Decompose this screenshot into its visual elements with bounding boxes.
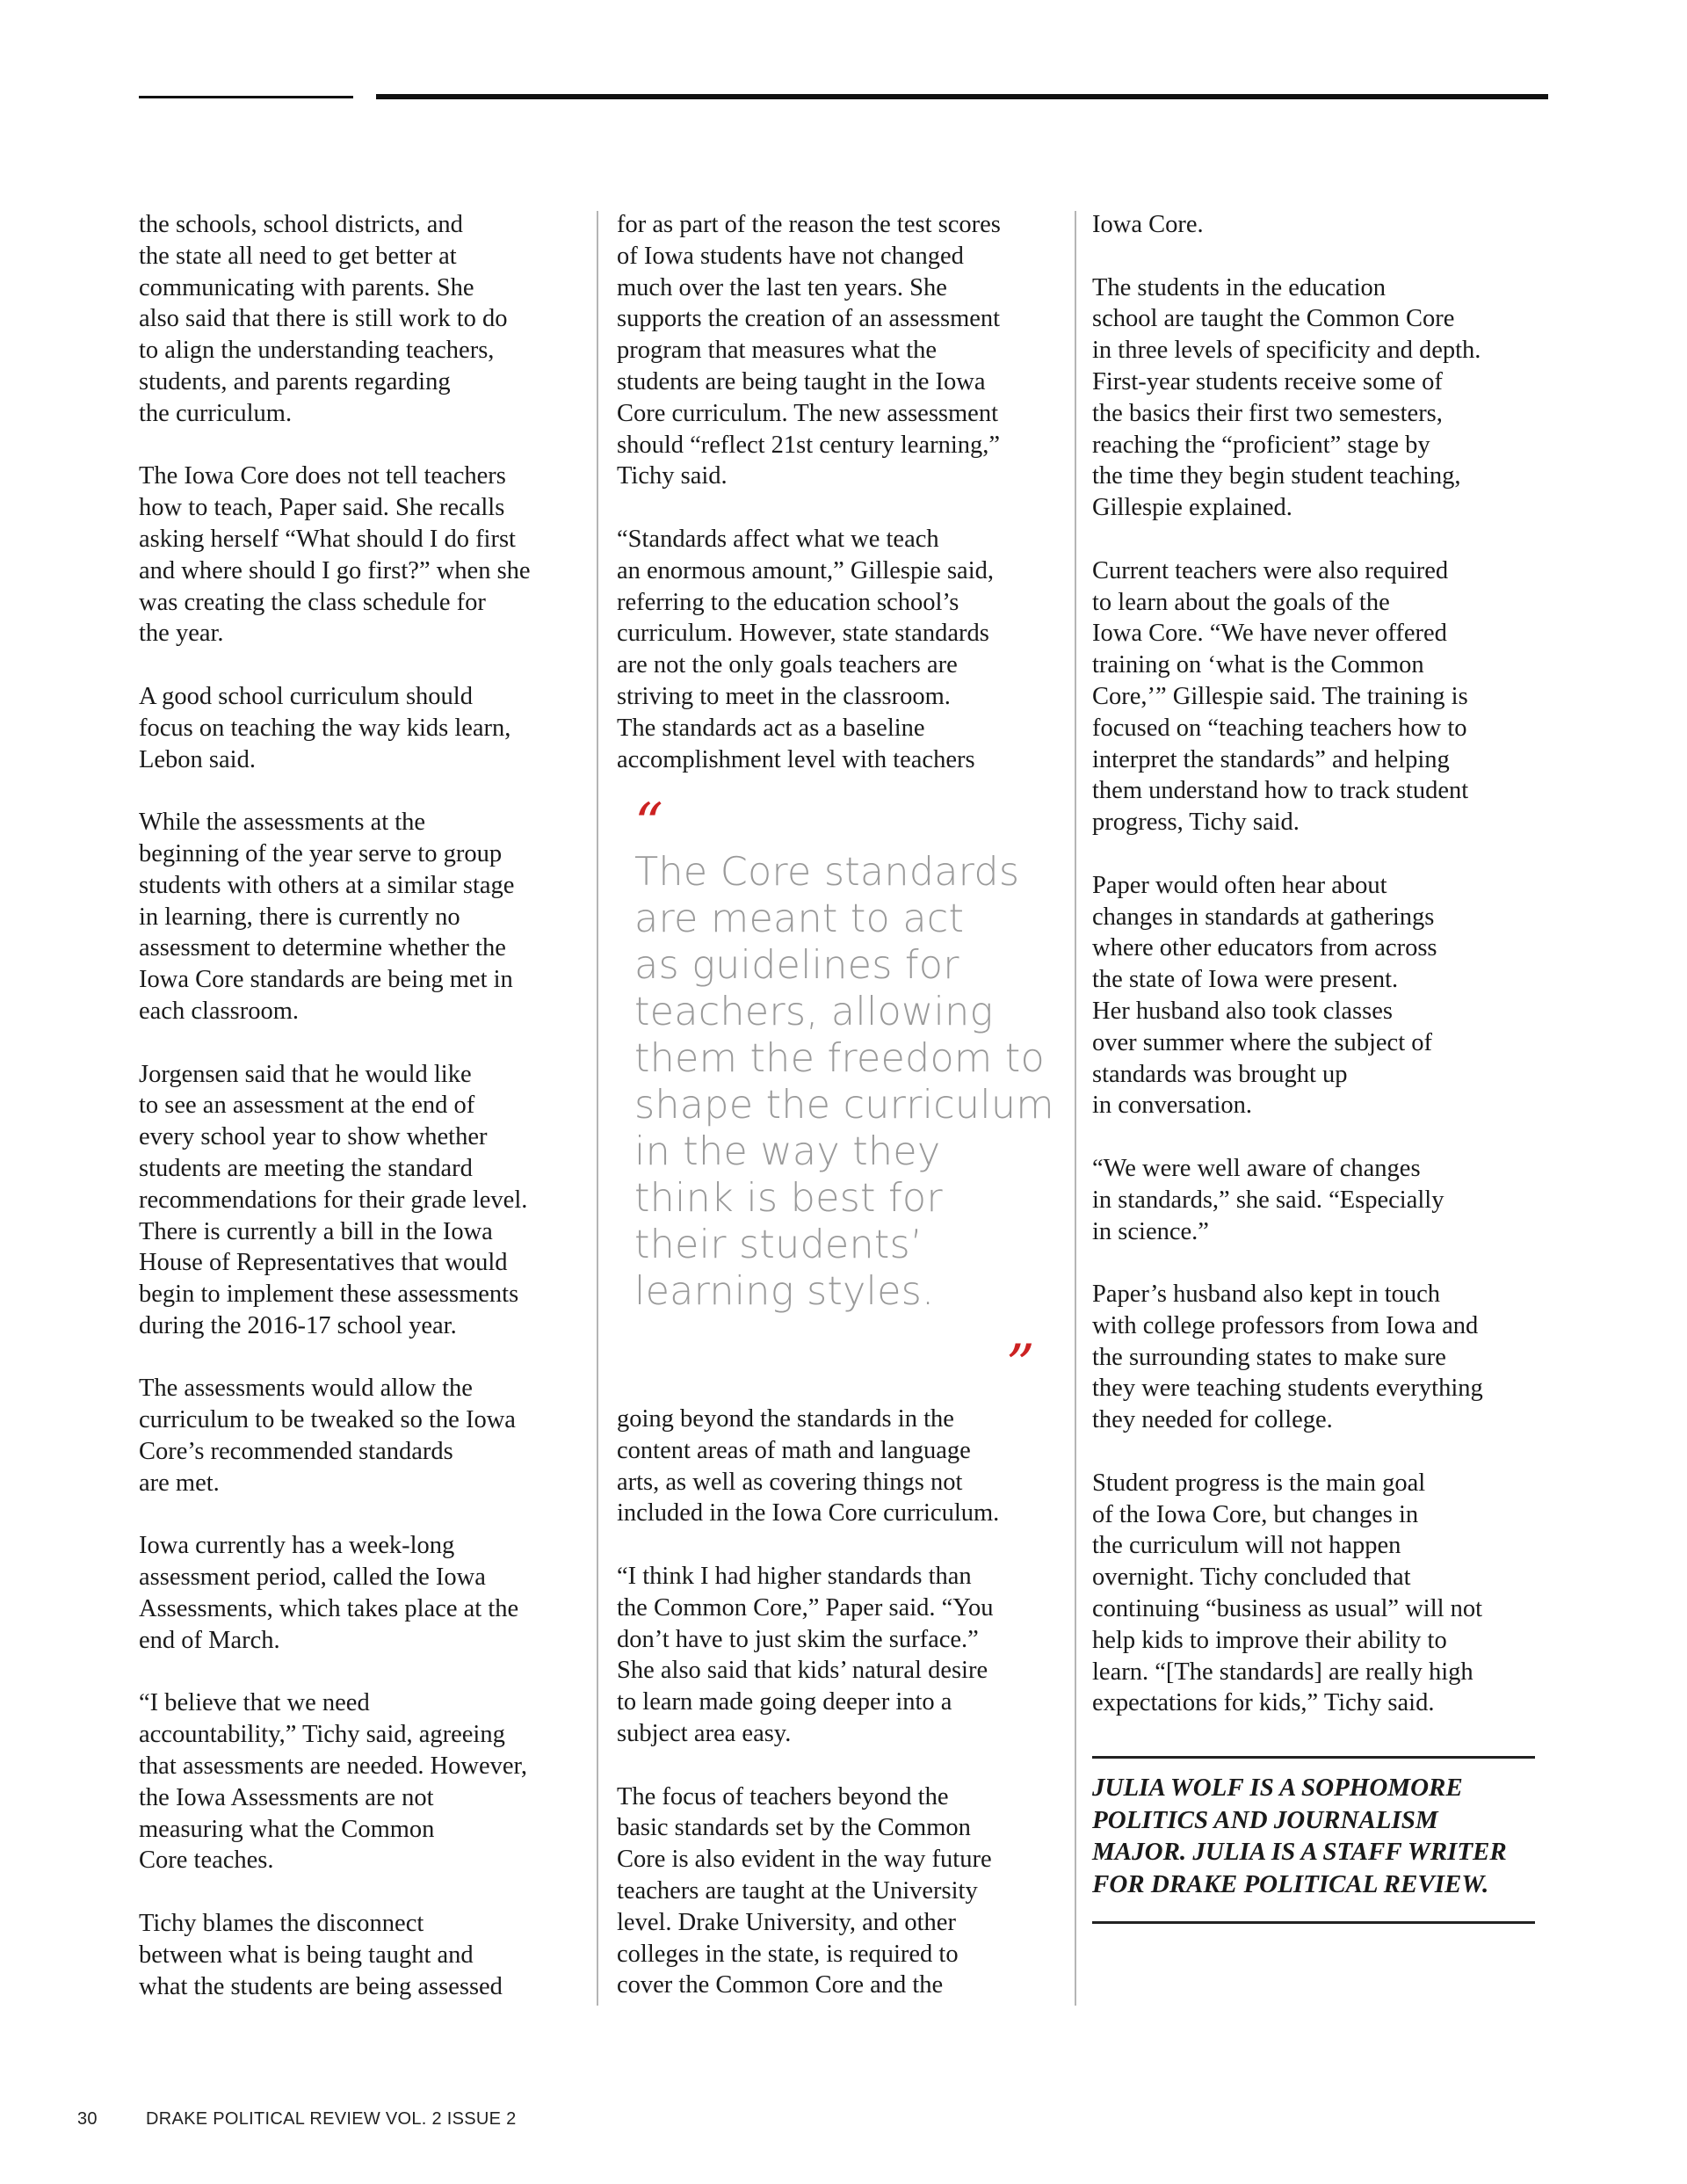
- paragraph: Tichy blames the disconnect between what is being taught and what the students are being assessed: [139, 1910, 503, 2000]
- article-column-1: [139, 209, 596, 2002]
- paragraph: While the assessments at the beginning of the year serve to group students with others at a similar stage in learning, there is currently no assessment to determine whether the Iowa Core standards are being met in each classroom.: [139, 809, 515, 1025]
- pull-quote-open-mark: “: [634, 792, 663, 857]
- paragraph: The assessments would allow the curriculum to be tweaked so the Iowa Core’s recommended standards are met.: [139, 1375, 516, 1497]
- paragraph: Iowa currently has a week-long assessment period, called the Iowa Assessments, which takes place at the end of March.: [139, 1532, 519, 1654]
- paragraph: Jorgensen said that he would like to see an assessment at the end of every school year to show whether students are meeting the standard recommendations for their grade level. There is currently a bill in the Iowa House of Representatives that would begin to implement these assessments during the 2016-17 school year.: [139, 1060, 528, 1339]
- column-divider-1: [597, 211, 598, 2006]
- paragraph: The focus of teachers beyond the basic standards set by the Common Core is also evident in the way future teachers are taught at the University level. Drake University, and other colleges in the state, is required to cover the Common Core and the: [617, 1782, 992, 1999]
- paragraph: “I believe that we need accountability,” Tichy said, agreeing that assessments are needed. However, the Iowa Assessments are not measuring what the Common Core teaches.: [139, 1689, 528, 1875]
- paragraph: A good school curriculum should focus on teaching the way kids learn, Lebon said.: [139, 682, 511, 773]
- article-column-2-top: [617, 209, 1074, 775]
- author-bio: JULIA WOLF IS A SOPHOMORE POLITICS AND JOURNALISM MAJOR. JULIA IS A STAFF WRITER FOR DRAKE POLITICAL REVIEW.: [1092, 1774, 1507, 1898]
- column-divider-2: [1075, 211, 1076, 2006]
- page-number: 30: [77, 2109, 98, 2129]
- paragraph: for as part of the reason the test scores of Iowa students have not changed much over the last ten years. She supports the creation of an assessment program that measures what the students are being taught in the Iowa Core curriculum. The new assessment should “reflect 21st century learning,” Tichy said.: [617, 211, 1001, 490]
- paragraph: the schools, school districts, and the state all need to get better at communicating with parents. She also said that there is still work to do to align the understanding teachers, students, and parents regarding the curriculum.: [139, 211, 508, 427]
- header-rule-long: [376, 94, 1548, 99]
- paragraph: Iowa Core.: [1092, 211, 1204, 238]
- article-column-3: [1092, 209, 1549, 1719]
- paragraph: Paper’s husband also kept in touch with college professors from Iowa and the surrounding states to make sure they were teaching students everything they needed for college.: [1092, 1281, 1483, 1434]
- article-column-2-bottom: [617, 1404, 1074, 2001]
- pull-quote: The Core standards are meant to act as guidelines for teachers, allowing them the freedom to shape the curriculum in the way they think is best for their students’ learning styles.: [634, 850, 1054, 1314]
- paragraph: Paper would often hear about changes in standards at gatherings where other educators from across the state of Iowa were present. Her husband also took classes over summer where the subject of standards was brought up in conversation.: [1092, 871, 1437, 1120]
- author-bio-rule-bottom: [1092, 1921, 1535, 1924]
- publication-footer: DRAKE POLITICAL REVIEW VOL. 2 ISSUE 2: [146, 2109, 517, 2129]
- paragraph: “Standards affect what we teach an enormous amount,” Gillespie said, referring to the education school’s curriculum. However, state standards are not the only goals teachers are striving to meet in the classroom. The standards act as a baseline accomplishment level with teachers: [617, 525, 994, 773]
- pull-quote-close-mark: ”: [1006, 1333, 1035, 1398]
- paragraph: “I think I had higher standards than the Common Core,” Paper said. “You don’t have to just skim the surface.” She also said that kids’ natural desire to learn made going deeper into a subject area easy.: [617, 1562, 994, 1747]
- author-bio-rule-top: [1092, 1756, 1535, 1759]
- paragraph: Current teachers were also required to learn about the goals of the Iowa Core. “We have never offered training on ‘what is the Common Core,’” Gillespie said. The training is focused on “teaching teachers how to interpret the standards” and helping them understand how to track student progress, Tichy said.: [1092, 556, 1469, 837]
- paragraph: Student progress is the main goal of the Iowa Core, but changes in the curriculum will not happen overnight. Tichy concluded that continuing “business as usual” will not help kids to improve their ability to learn. “[The standards] are really high expectations for kids,” Tichy said.: [1092, 1469, 1483, 1717]
- paragraph: going beyond the standards in the content areas of math and language arts, as well as covering things not included in the Iowa Core curriculum.: [617, 1405, 1000, 1527]
- paragraph: “We were well aware of changes in standards,” she said. “Especially in science.”: [1092, 1154, 1444, 1245]
- header-rule-short: [139, 96, 353, 98]
- paragraph: The Iowa Core does not tell teachers how to teach, Paper said. She recalls asking herself “What should I do first and where should I go first?” when she was creating the class schedule for the year.: [139, 462, 531, 648]
- paragraph: The students in the education school are taught the Common Core in three levels of specificity and depth. First-year students receive some of the basics their first two semesters, reaching the “proficient” stage by the time they begin student teaching, Gillespie explained.: [1092, 273, 1481, 522]
